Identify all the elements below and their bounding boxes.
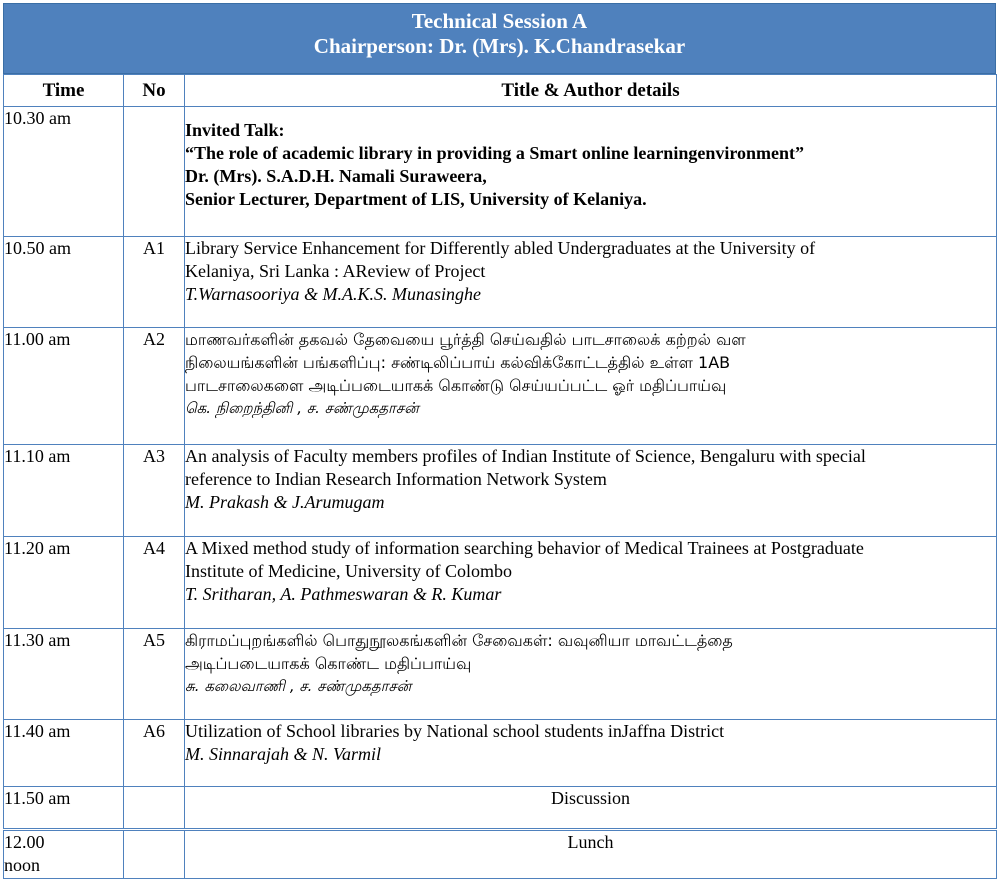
invited-talk-title: “The role of academic library in providing a Smart online learningenvironment” <box>185 143 804 163</box>
paper-title-line: Institute of Medicine, University of Colombo <box>185 561 512 581</box>
paper-title-line: Kelaniya, Sri Lanka : AReview of Project <box>185 261 486 281</box>
table-row <box>4 537 997 629</box>
paper-title-line: பாடசாலைகளை அடிப்படையாகக் கொண்டு செய்யப்பட்ட ஓர் மதிப்பாய்வு <box>185 376 727 395</box>
row-time: 10.30 am <box>4 107 124 237</box>
row-time-line: 12.00 <box>4 832 45 852</box>
paper-authors: T. Sritharan, A. Pathmeswaran & R. Kumar <box>185 584 502 604</box>
paper-title-line: reference to Indian Research Information Network System <box>185 469 607 489</box>
row-no <box>124 830 185 879</box>
row-time: 11.50 am <box>4 787 124 830</box>
paper-authors: M. Sinnarajah & N. Varmil <box>185 744 382 764</box>
row-time: 11.30 am <box>4 629 124 720</box>
row-no: A2 <box>124 328 185 445</box>
column-header-title: Title & Author details <box>185 75 997 107</box>
table-row <box>4 445 997 537</box>
invited-speaker: Dr. (Mrs). S.A.D.H. Namali Suraweera, <box>185 166 487 186</box>
paper-authors: M. Prakash & J.Arumugam <box>185 492 385 512</box>
row-details <box>185 107 997 237</box>
discussion-label: Discussion <box>185 787 997 830</box>
paper-authors: சு. கலைவாணி , ச. சண்முகதாசன் <box>185 677 412 695</box>
row-no: A6 <box>124 720 185 787</box>
table-row <box>4 787 997 830</box>
table-row <box>4 720 997 787</box>
row-time: 11.10 am <box>4 445 124 537</box>
column-header-time: Time <box>4 75 124 107</box>
row-time-line: noon <box>4 855 40 875</box>
row-details <box>185 537 997 629</box>
paper-title-line: மாணவர்களின் தகவல் தேவையை பூர்த்தி செய்வதில் பாடசாலைக் கற்றல் வள <box>185 330 746 349</box>
session-title: Technical Session A <box>411 9 588 33</box>
row-time: 11.00 am <box>4 328 124 445</box>
table-row <box>4 237 997 328</box>
column-header-row <box>4 75 997 107</box>
table-row <box>4 830 997 879</box>
row-details <box>185 629 997 720</box>
row-no: A1 <box>124 237 185 328</box>
paper-authors: T.Warnasooriya & M.A.K.S. Munasinghe <box>185 284 482 304</box>
table-row <box>4 107 997 237</box>
table-row <box>4 328 997 445</box>
table-row <box>4 629 997 720</box>
paper-authors: கெ. நிறைந்தினி , ச. சண்முகதாசன் <box>185 399 419 417</box>
row-no <box>124 787 185 830</box>
row-time: 11.40 am <box>4 720 124 787</box>
lunch-label: Lunch <box>185 830 997 879</box>
row-no: A4 <box>124 537 185 629</box>
row-time: 10.50 am <box>4 237 124 328</box>
row-details <box>185 328 997 445</box>
schedule-table <box>3 74 997 879</box>
paper-title-line: Utilization of School libraries by National school students inJaffna District <box>185 721 725 741</box>
row-no <box>124 107 185 237</box>
invited-speaker-affiliation: Senior Lecturer, Department of LIS, University of Kelaniya. <box>185 189 647 209</box>
row-no: A3 <box>124 445 185 537</box>
row-no: A5 <box>124 629 185 720</box>
paper-title-line: அடிப்படையாகக் கொண்ட மதிப்பாய்வு <box>185 654 472 673</box>
paper-title-line: நிலையங்களின் பங்களிப்பு: சண்டிலிப்பாய் கல்விக்கோட்டத்தில் உள்ள 1AB <box>185 353 731 372</box>
row-time <box>4 830 124 879</box>
paper-title-line: A Mixed method study of information searching behavior of Medical Trainees at Postgraduate <box>185 538 864 558</box>
row-details <box>185 720 997 787</box>
row-time: 11.20 am <box>4 537 124 629</box>
row-details <box>185 445 997 537</box>
paper-title-line: An analysis of Faculty members profiles of Indian Institute of Science, Bengaluru with special <box>185 446 866 466</box>
row-details <box>185 237 997 328</box>
session-header <box>3 3 996 74</box>
paper-title-line: Library Service Enhancement for Differently abled Undergraduates at the University of <box>185 238 816 258</box>
paper-title-line: கிராமப்புறங்களில் பொதுநூலகங்களின் சேவைகள்: வவுனியா மாவட்டத்தை <box>185 631 733 650</box>
invited-talk-label: Invited Talk: <box>185 120 285 140</box>
column-header-no: No <box>124 75 185 107</box>
chairperson: Chairperson: Dr. (Mrs). K.Chandrasekar <box>313 34 686 58</box>
